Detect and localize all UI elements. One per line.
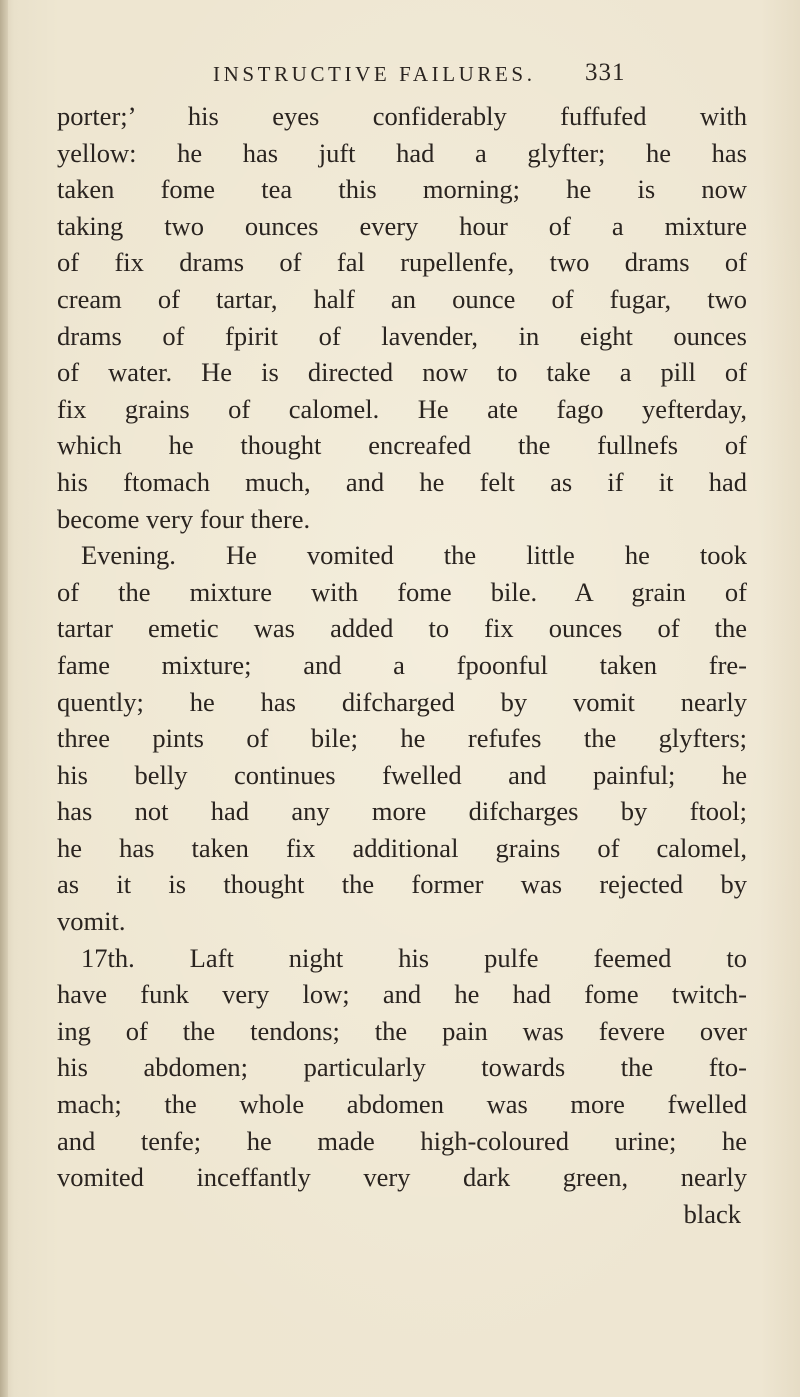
body-text xyxy=(57,98,747,1232)
text-line: fix grains of calomel. He ate fago yefterday, xyxy=(57,393,747,424)
text-line: become very four there. xyxy=(57,503,311,534)
text-line: tartar emetic was added to fix ounces of the xyxy=(57,613,747,644)
text-line: his ftomach much, and he felt as if it had xyxy=(57,466,747,497)
text-line: yellow: he has juft had a glyfter; he has xyxy=(57,137,747,168)
catchword: black xyxy=(683,1198,741,1229)
page-number: 331 xyxy=(585,59,626,86)
text-line: porter;’ his eyes confiderably fuffufed with xyxy=(57,101,747,131)
text-line: quently; he has difcharged by vomit nearly xyxy=(57,686,747,717)
text-line: vomited inceffantly very dark green, nearly xyxy=(57,1162,747,1193)
text-line: taking two ounces every hour of a mixture xyxy=(57,210,747,241)
text-line: fame mixture; and a fpoonful taken fre- xyxy=(57,649,747,680)
text-line: as it is thought the former was rejected by xyxy=(57,869,747,900)
text-line: have funk very low; and he had fome twitch- xyxy=(57,979,747,1010)
text-line: which he thought encreafed the fullnefs of xyxy=(57,430,747,461)
text-line: three pints of bile; he refufes the glyfters; xyxy=(57,723,747,754)
running-head xyxy=(213,59,633,92)
page-binding-edge xyxy=(0,0,8,1397)
text-line: of water. He is directed now to take a pill of xyxy=(57,357,747,388)
running-head-title: INSTRUCTIVE FAILURES. xyxy=(213,62,536,86)
text-line: taken fome tea this morning; he is now xyxy=(57,174,747,205)
text-line: ing of the tendons; the pain was fevere over xyxy=(57,1015,747,1046)
text-line: Evening. He vomited the little he took xyxy=(81,540,747,571)
text-line: vomit. xyxy=(57,906,126,937)
text-line: of fix drams of fal rupellenfe, two drams of xyxy=(57,247,747,278)
text-line: drams of fpirit of lavender, in eight ounces xyxy=(57,320,747,351)
text-line: has not had any more difcharges by ftool; xyxy=(57,796,747,827)
text-line: he has taken fix additional grains of calomel, xyxy=(57,832,747,863)
text-line: his abdomen; particularly towards the fto- xyxy=(57,1052,747,1083)
text-line: 17th. Laft night his pulfe feemed to xyxy=(81,942,747,973)
text-line: cream of tartar, half an ounce of fugar, two xyxy=(57,283,747,314)
text-line: his belly continues fwelled and painful; he xyxy=(57,759,747,790)
text-line: mach; the whole abdomen was more fwelled xyxy=(57,1089,747,1120)
text-line: of the mixture with fome bile. A grain of xyxy=(57,576,747,607)
text-line: and tenfe; he made high-coloured urine; he xyxy=(57,1125,747,1156)
